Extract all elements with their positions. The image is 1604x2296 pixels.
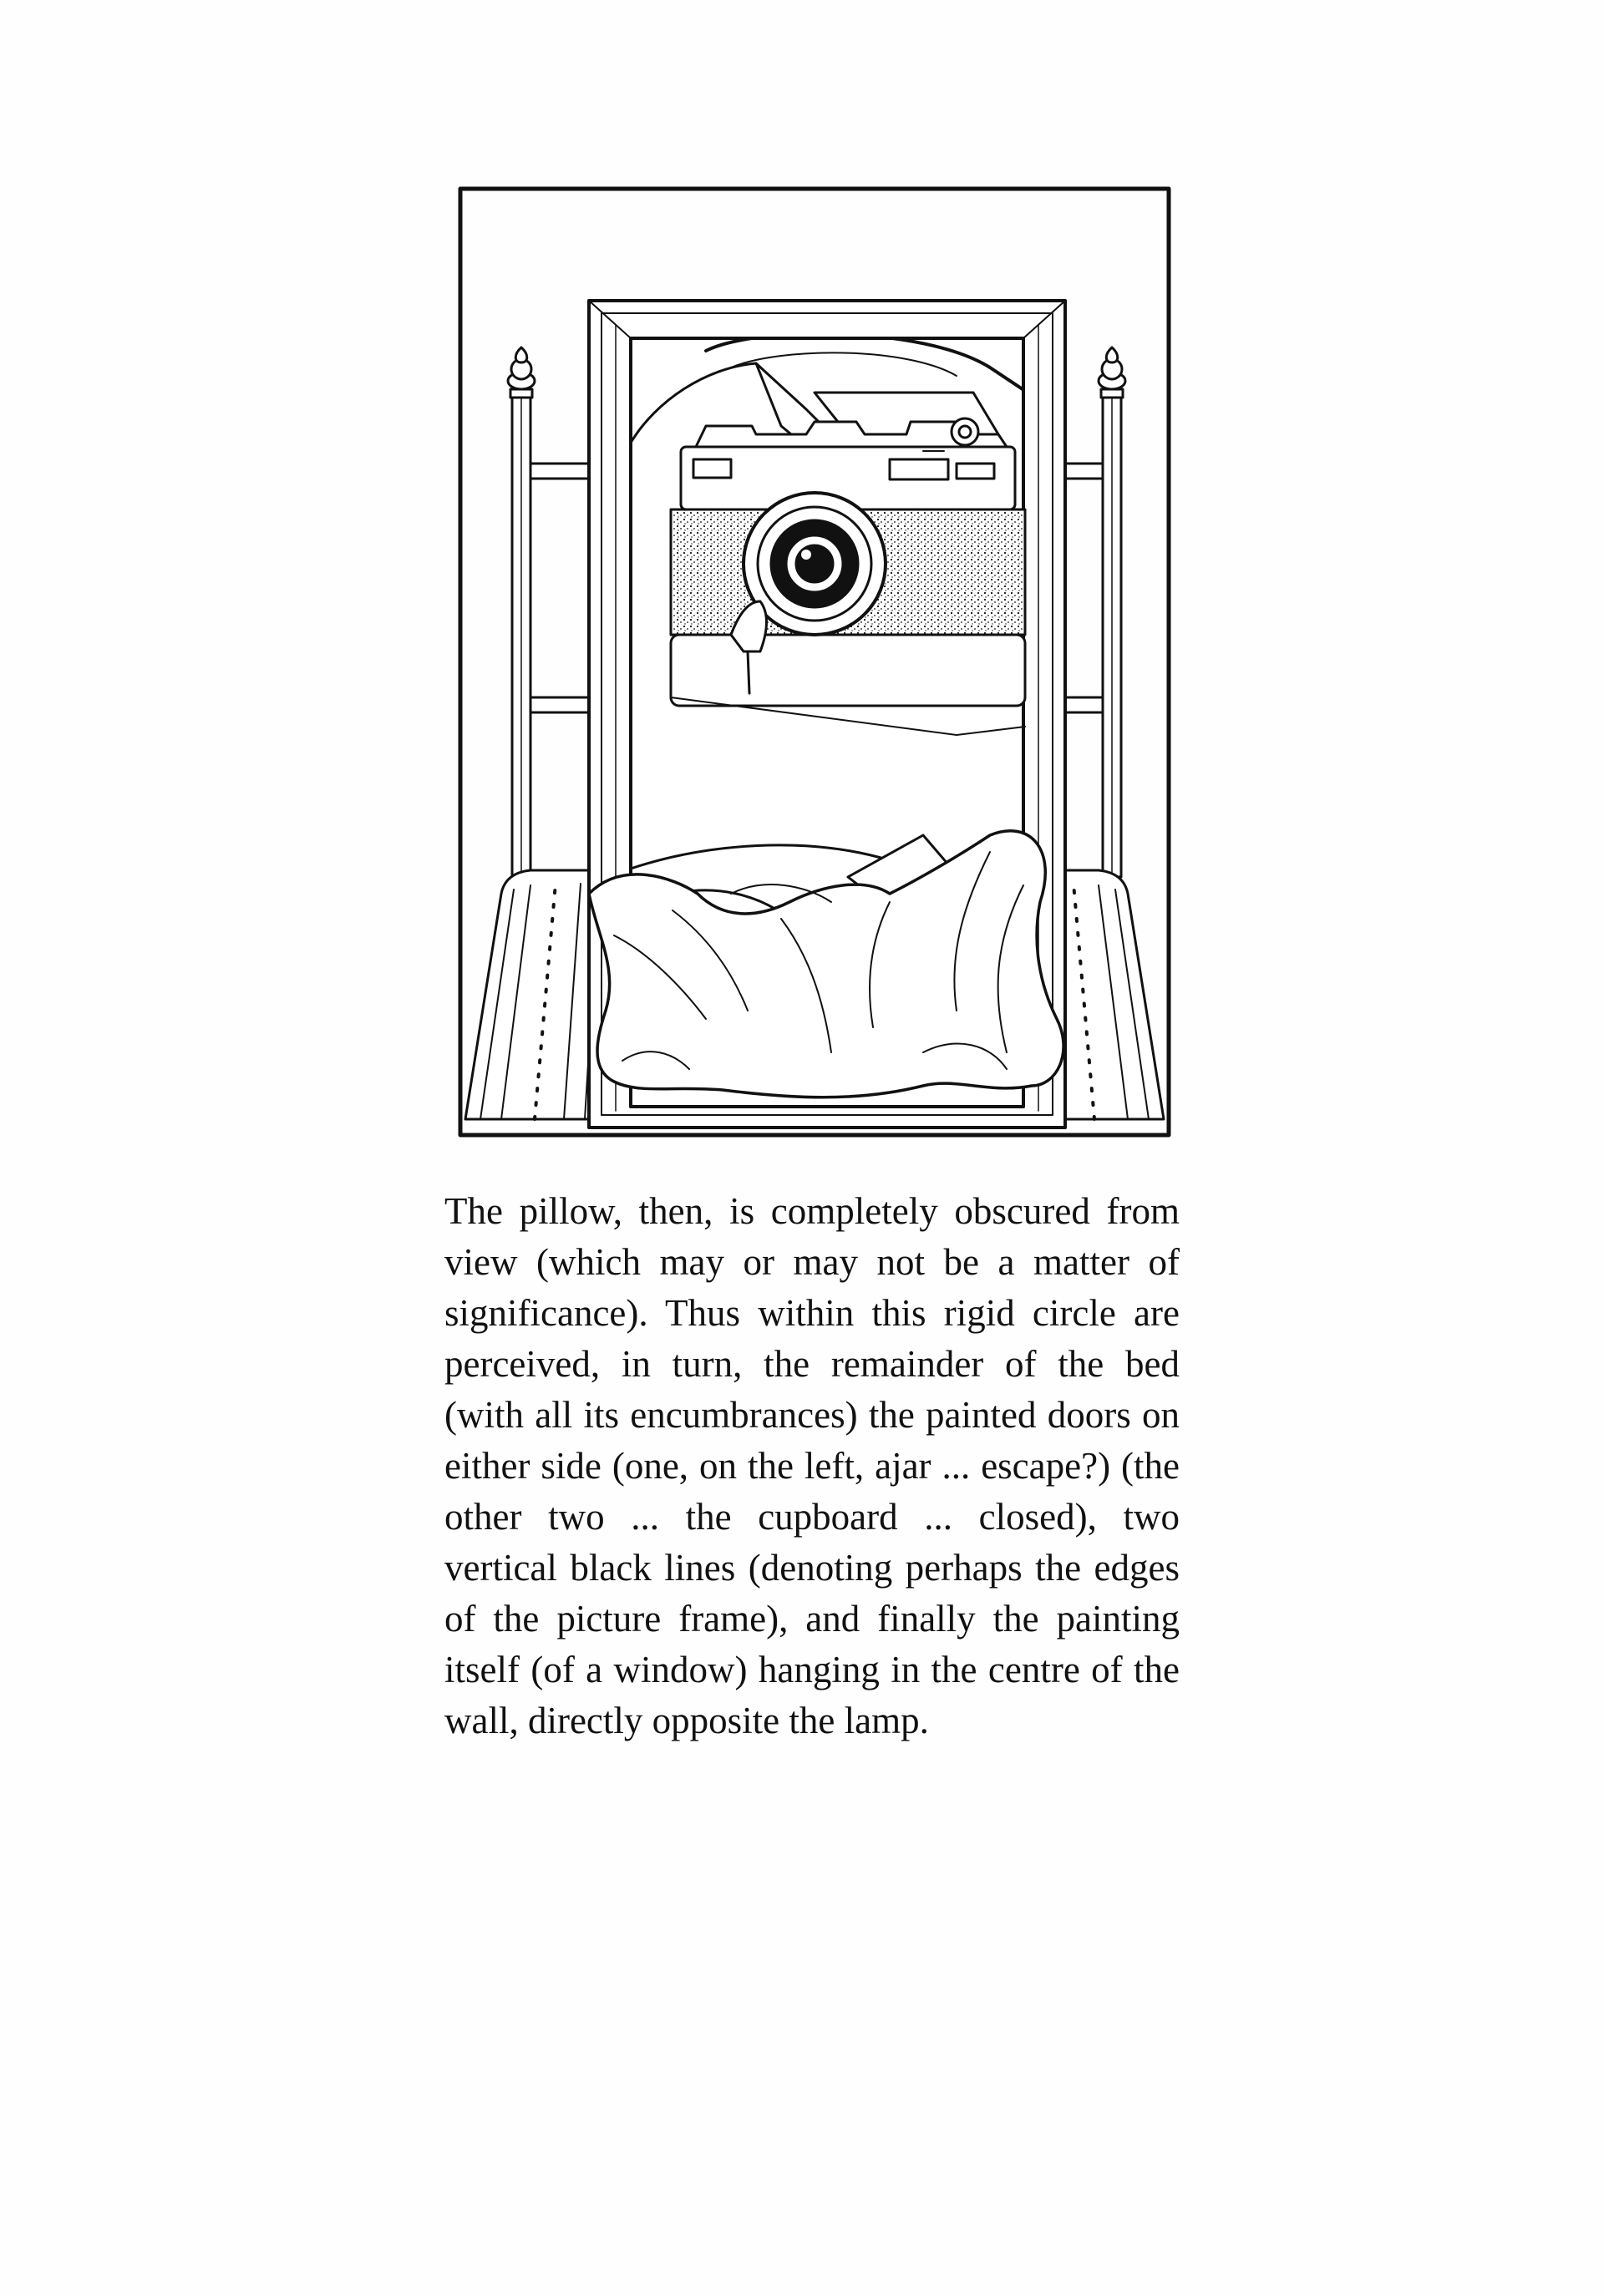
body-paragraph: The pillow, then, is completely obscured from view (which may or may not be a matter of significance). Thus within this rigid circle are perceived, in turn, the remainder of the bed (with all its encumbrances) the painted doors on either side (one, on the left, ajar ... escape?) (the other two ... the cupboard ... closed), two vertical black lines (denoting perhaps the edges of the picture frame), and finally the painting itself (of a window) hanging in the centre of the wall, directly opposite the lamp. [444,1190,1180,1741]
camera [671,418,1025,735]
bedpost-left [508,347,535,877]
illustration-drawing [455,184,1174,1140]
illustration [455,184,1174,1140]
bedpost-right [1099,347,1125,877]
